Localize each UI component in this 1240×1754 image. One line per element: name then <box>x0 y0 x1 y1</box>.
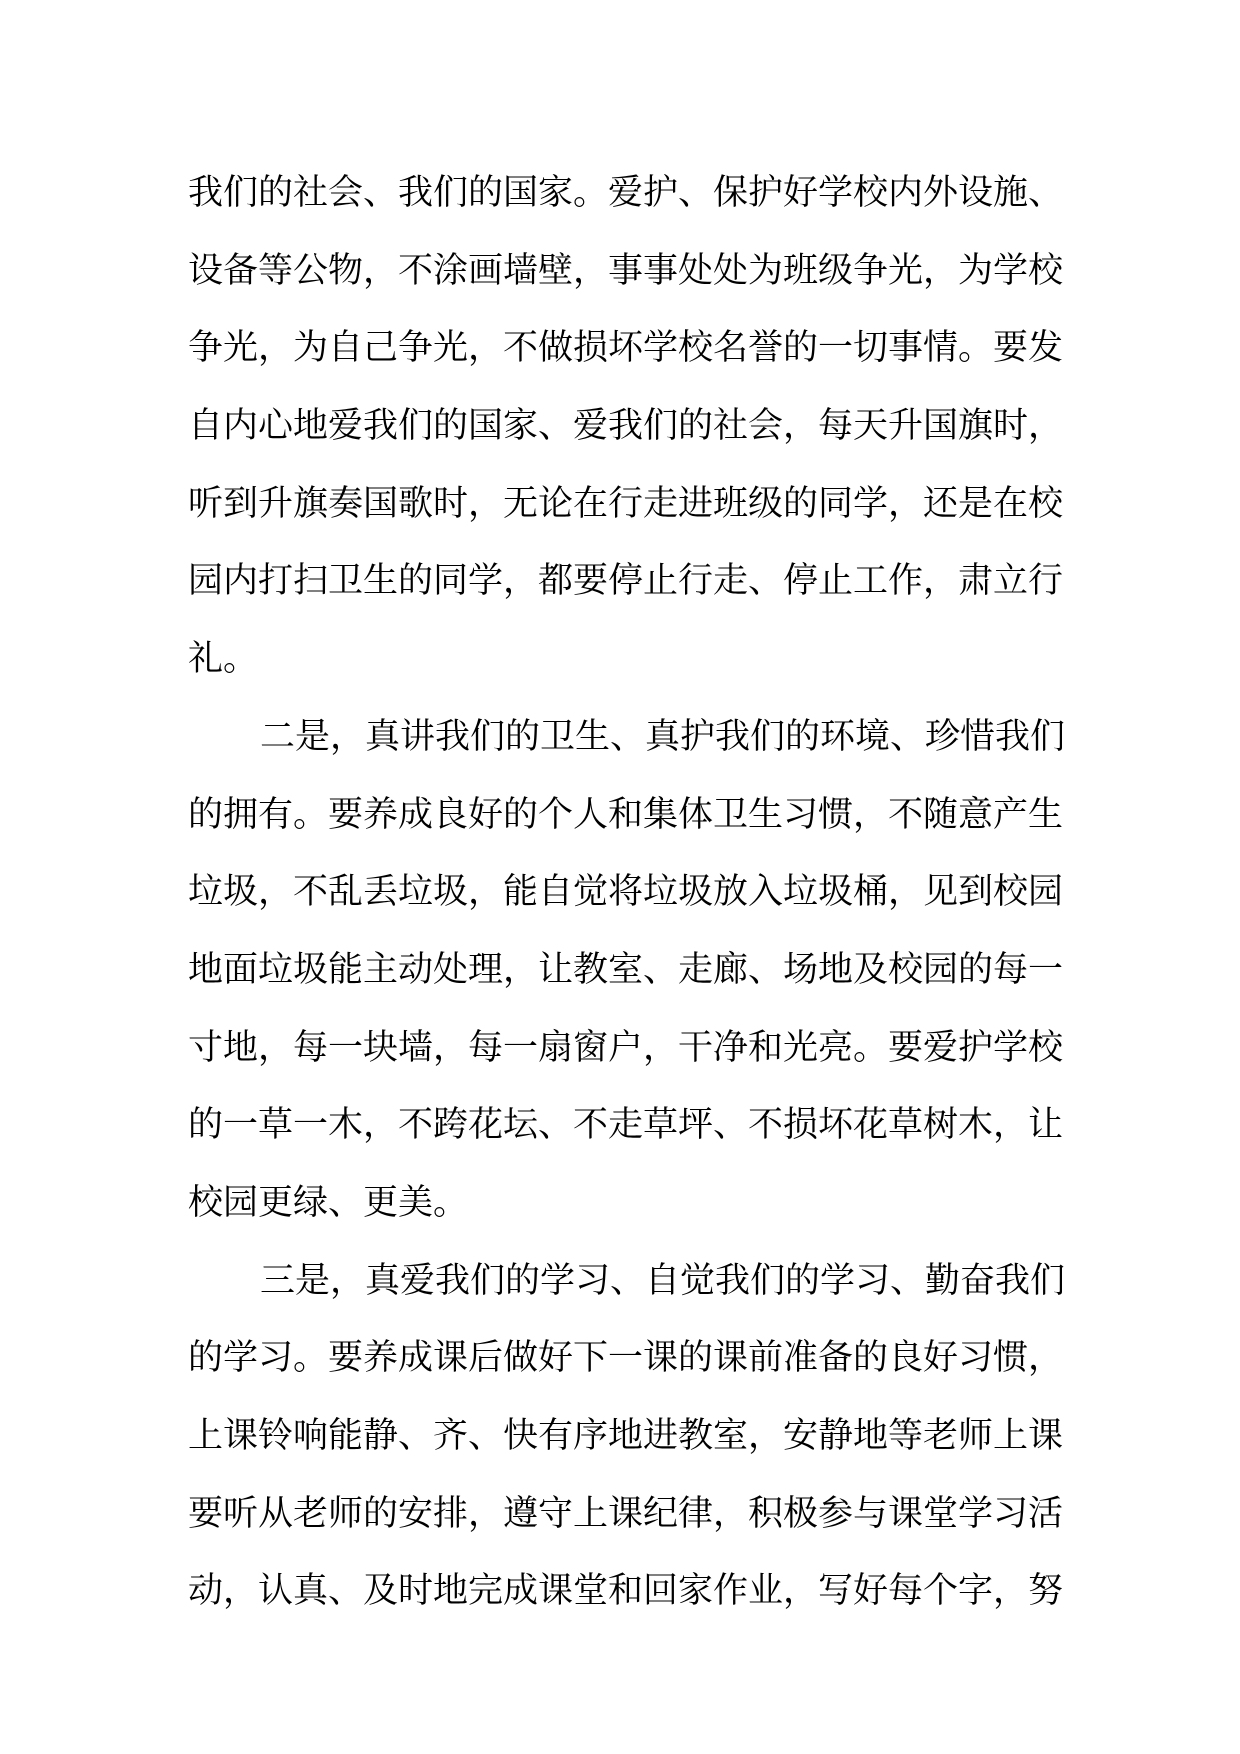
text-line: 听到升旗奏国歌时，无论在行走进班级的同学，还是在校 <box>188 483 1064 524</box>
text-line: 寸地，每一块墙，每一扇窗户，干净和光亮。要爱护学校 <box>188 1027 1064 1068</box>
text-line: 我们的社会、我们的国家。爱护、保护好学校内外设施、 <box>188 173 1064 213</box>
text-line: 争光，为自己争光，不做损坏学校名誉的一切事情。要发 <box>188 328 1064 369</box>
text-line: 礼。 <box>188 639 259 680</box>
document-body <box>188 168 1066 1644</box>
text-line: 的拥有。要养成良好的个人和集体卫生习惯，不随意产生 <box>188 794 1064 835</box>
text-line: 园内打扫卫生的同学，都要停止行走、停止工作，肃立行 <box>188 561 1064 602</box>
text-line: 动，认真、及时地完成课堂和回家作业，写好每个字，努 <box>188 1571 1064 1612</box>
text-line: 要听从老师的安排，遵守上课纪律，积极参与课堂学习活 <box>188 1493 1064 1534</box>
text-line: 垃圾，不乱丢垃圾，能自觉将垃圾放入垃圾桶，见到校园 <box>188 872 1064 913</box>
text-line: 的一草一木，不跨花坛、不走草坪、不损坏花草树木，让 <box>188 1105 1064 1146</box>
text-line: 校园更绿、更美。 <box>188 1182 469 1223</box>
text-line: 的学习。要养成课后做好下一课的课前准备的良好习惯， <box>188 1338 1064 1379</box>
text-line: 自内心地爱我们的国家、爱我们的社会，每天升国旗时， <box>188 406 1064 447</box>
text-line: 上课铃响能静、齐、快有序地进教室，安静地等老师上课 <box>188 1416 1064 1456</box>
text-line: 设备等公物，不涂画墙壁，事事处处为班级争光，为学校 <box>188 250 1064 291</box>
text-line: 二是，真讲我们的卫生、真护我们的环境、珍惜我们 <box>260 716 1066 757</box>
text-line: 地面垃圾能主动处理，让教室、走廊、场地及校园的每一 <box>188 949 1064 990</box>
text-line: 三是，真爱我们的学习、自觉我们的学习、勤奋我们 <box>260 1260 1066 1301</box>
